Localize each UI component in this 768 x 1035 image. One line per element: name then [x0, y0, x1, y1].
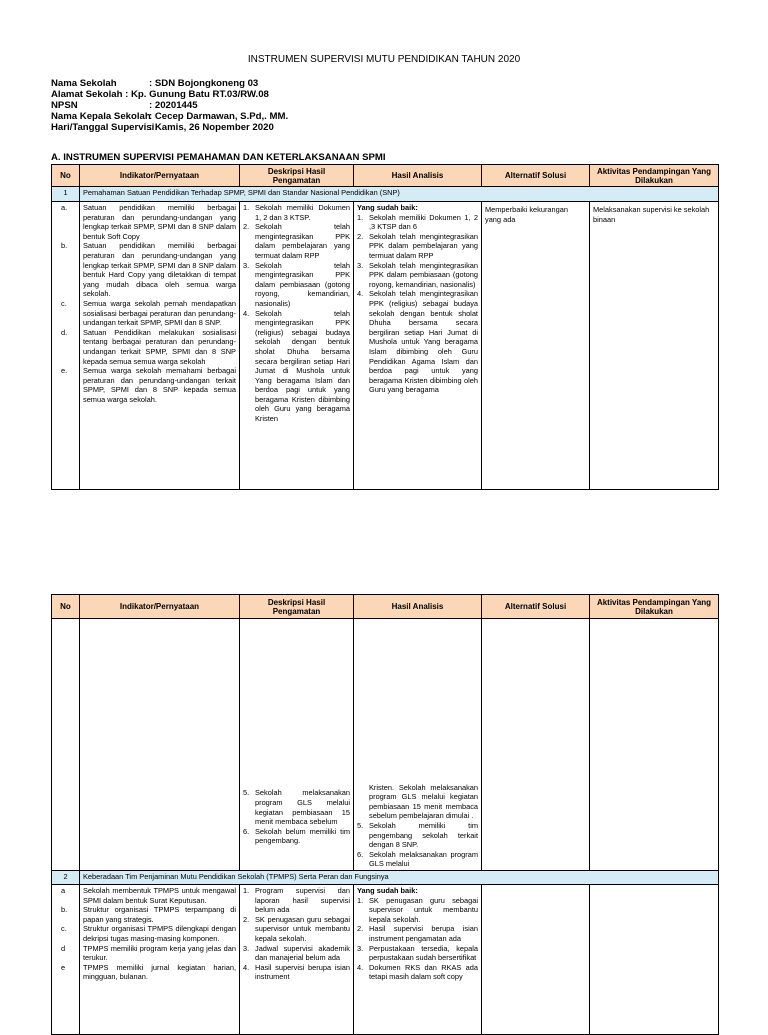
- indicator-item: [83, 241, 236, 299]
- indicator-item: [83, 203, 236, 241]
- header-solusi: Alternatif Solusi: [482, 595, 590, 619]
- list-text: Jadwal supervisi akademik dan manajerial belum ada: [255, 943, 350, 963]
- list-item: [357, 821, 478, 850]
- header-indikator: Indikator/Pernyataan: [80, 595, 240, 619]
- list-item: [243, 788, 350, 826]
- list-marker: 2.: [357, 924, 364, 934]
- list-text: Sekolah belum memiliki tim pengembang.: [255, 826, 350, 846]
- section-number: 1: [52, 187, 80, 202]
- list-marker: 2.: [357, 231, 364, 241]
- list-item: [243, 222, 350, 260]
- list-item: [243, 261, 350, 309]
- header-analisis: Hasil Analisis: [354, 165, 482, 187]
- list-marker: 4.: [243, 962, 250, 972]
- indicator-item: [83, 963, 236, 982]
- list-text: Sekolah memiliki Dokumen 1, 2 ,3 KTSP dan 6: [369, 212, 478, 232]
- info-row-npsn: [51, 100, 288, 111]
- list-text: Sekolah telah mengintegrasikan PPK dalam pembelajaran yang termuat dalam RPP: [369, 231, 478, 260]
- list-text: Sekolah memiliki Dokumen 1, 2 dan 3 KTSP.: [255, 203, 350, 222]
- header-aktivitas: Aktivitas Pendampingan Yang Dilakukan: [590, 165, 719, 187]
- info-row-nama-sekolah: [51, 78, 288, 89]
- indicator-letter: a: [61, 886, 66, 895]
- list-marker: 1.: [243, 886, 250, 895]
- indicator-text: Satuan pendidikan memiliki berbagai peraturan dan perundang-undangan yang lengkap terkait SPMP, SPMI dan 8 SNP dalam bentuk Hard Copy yang diletakkan di tempat yang mudah dibaca oleh semua warga sekolah.: [83, 241, 236, 299]
- no-cell: [52, 619, 80, 871]
- indicator-text: Struktur organisasi TPMPS dilengkapi dengan dekripsi tugas masing-masing komponen.: [83, 924, 236, 943]
- indicator-item: [83, 328, 236, 366]
- indicator-item: [83, 366, 236, 404]
- list-text: Sekolah melaksanakan program GLS melalui: [369, 849, 478, 869]
- indicator-item: [83, 299, 236, 328]
- analisis-label: Yang sudah baik:: [357, 203, 418, 212]
- list-text: Sekolah telah mengintegrasikan PPK (religius) sebagai budaya sekolah dengan bentuk sholat Dhuha bersama secara bergiliran setiap Hari Jumat di Mushola untuk Yang beragama Islam dibimbing oleh Guru Pendidikan Agama Islam dan berdoa pagi untuk yang beragama Kristen dibimbing oleh Guru yang beragama: [369, 289, 478, 395]
- indikator-cell: [80, 202, 240, 490]
- header-solusi: Alternatif Solusi: [482, 165, 590, 187]
- info-row-kepala-sekolah: [51, 111, 288, 122]
- supervision-table-page-1: [51, 164, 719, 490]
- list-item: [357, 261, 478, 290]
- indicator-letter: e.: [61, 366, 68, 376]
- header-aktivitas: Aktivitas Pendampingan Yang Dilakukan: [590, 595, 719, 619]
- list-text: Sekolah melaksanakan program GLS melalui kegiatan pembiasaan 15 menit membaca sebelum: [255, 788, 350, 827]
- list-text: SK penugasan guru sebagai supervisor untuk membantu kepala sekolah.: [369, 895, 478, 924]
- list-item: [243, 915, 350, 944]
- supervision-table-page-2: [51, 594, 719, 1035]
- solusi-cell: [482, 885, 590, 1035]
- section-title: Pemahaman Satuan Pendidikan Terhadap SPMP, SPMI dan Standar Nasional Pendidikan (SNP): [80, 187, 719, 202]
- indicator-text: TPMPS memiliki jurnal kegiatan harian, mingguan, bulanan.: [83, 962, 236, 982]
- indicator-text: Sekolah membentuk TPMPS untuk mengawal SPMI dalam bentuk Surat Keputusan.: [83, 886, 236, 905]
- info-row-tanggal: [51, 122, 288, 133]
- list-marker: 6.: [357, 849, 364, 859]
- list-item: [243, 309, 350, 424]
- info-label: NPSN: [51, 100, 78, 111]
- info-label: Nama Sekolah: [51, 78, 117, 89]
- list-marker: 3.: [357, 260, 364, 270]
- indicator-item: [83, 924, 236, 943]
- header-no: No: [52, 595, 80, 619]
- aktivitas-cell: [590, 885, 719, 1035]
- section-a-heading: A. INSTRUMEN SUPERVISI PEMAHAMAN DAN KETERLAKSANAAN SPMI: [51, 152, 386, 163]
- list-text: Hasil supervisi berupa isian instrument: [255, 962, 350, 982]
- info-value: : Kp. Gunung Batu RT.03/RW.08: [125, 89, 269, 100]
- list-marker: 4.: [357, 289, 364, 299]
- indikator-letters: [52, 885, 80, 1035]
- list-marker: 4.: [357, 962, 364, 972]
- list-item: [243, 827, 350, 846]
- list-marker: 1.: [357, 895, 364, 905]
- indicator-item: [83, 905, 236, 924]
- list-item: [357, 289, 478, 395]
- list-item: [357, 963, 478, 982]
- indicator-letter: c.: [61, 924, 67, 934]
- list-marker: 3.: [243, 943, 250, 953]
- list-marker: 1.: [357, 212, 364, 222]
- header-analisis: Hasil Analisis: [354, 595, 482, 619]
- indicator-text: Satuan pendidikan memiliki berbagai peraturan dan perundang-undangan yang lengkap terkait SPMP, SPMI dan 8 SNP dalam bentuk Soft Copy: [83, 203, 236, 241]
- list-text: Sekolah telah mengintegrasikan PPK dalam pembiasaan (gotong royong, kemandirian, nasionalis): [255, 260, 350, 308]
- list-marker: 3.: [243, 260, 250, 270]
- indikator-cell: [80, 619, 240, 871]
- aktivitas-cell: [590, 619, 719, 871]
- list-item: [357, 850, 478, 869]
- info-value: : SDN Bojongkoneng 03: [149, 78, 259, 89]
- list-item: [357, 924, 478, 943]
- list-text: Dokumen RKS dan RKAS ada tetapi masih dalam soft copy: [369, 962, 478, 982]
- info-value: : Cecep Darmawan, S.Pd,. MM.: [149, 111, 289, 122]
- document-title: INSTRUMEN SUPERVISI MUTU PENDIDIKAN TAHUN 2020: [247, 54, 521, 65]
- analisis-cell: [354, 202, 482, 490]
- list-marker: 1.: [243, 203, 250, 212]
- list-item: [243, 963, 350, 982]
- list-text: Sekolah memiliki tim pengembang sekolah terkait dengan 8 SNP.: [369, 821, 478, 850]
- list-text: SK penugasan guru sebagai supervisor untuk membantu kepala sekolah.: [255, 914, 350, 943]
- list-text: Sekolah telah mengintegrasikan PPK (religius) sebagai budaya sekolah dengan bentuk sholat Dhuha bersama secara bergiliran setiap Hari Jumat di Mushola untuk Yang beragama Islam dan berdoa pagi untuk yang beragama Kristen dibimbing oleh Guru yang beragama Kristen: [255, 308, 350, 424]
- list-marker: 6.: [243, 826, 250, 836]
- indicator-letter: a.: [61, 203, 68, 212]
- analisis-cell: [354, 885, 482, 1035]
- list-item: [357, 232, 478, 261]
- section-title: Keberadaan Tim Penjaminan Mutu Pendidikan Sekolah (TPMPS) Serta Peran dan Fungsinya: [80, 871, 719, 885]
- analisis-cell: [354, 619, 482, 871]
- info-value: : 20201445: [149, 100, 198, 111]
- indikator-letters: [52, 202, 80, 490]
- list-item: [357, 896, 478, 925]
- indicator-item: [83, 944, 236, 963]
- list-item: [357, 944, 478, 963]
- indicator-text: Satuan Pendidikan melakukan sosialisasi tentang berbagai peraturan dan perundang-undangan terkait SPMP, SPMI dan 8 SNP kepada semua semua warga sekolah: [83, 327, 236, 366]
- indicator-letter: d.: [61, 327, 68, 337]
- list-text: Perpustakaan tersedia, kepala perpustakaan sudah bersertifikat: [369, 943, 478, 963]
- school-info: [51, 78, 288, 133]
- list-marker: 5.: [357, 821, 364, 831]
- list-text: Sekolah telah mengintegrasikan PPK dalam pembelajaran yang termuat dalam RPP: [255, 222, 350, 260]
- indicator-letter: d: [61, 943, 66, 953]
- header-indikator: Indikator/Pernyataan: [80, 165, 240, 187]
- list-item: [357, 213, 478, 232]
- info-label: Nama Kepala Sekolah: [51, 111, 151, 122]
- list-item: [243, 886, 350, 915]
- indikator-cell: [80, 885, 240, 1035]
- info-label: Alamat Sekolah: [51, 89, 123, 100]
- list-marker: 2.: [243, 914, 250, 924]
- indicator-text: TPMPS memiliki program kerja yang jelas dan terukur.: [83, 943, 236, 963]
- list-marker: 5.: [243, 788, 250, 798]
- indicator-letter: e: [61, 962, 66, 972]
- info-label: Hari/Tanggal Supervisi: [51, 122, 155, 133]
- indicator-letter: b.: [61, 905, 68, 915]
- list-item: [243, 203, 350, 222]
- analisis-label: Yang sudah baik:: [357, 886, 418, 895]
- list-marker: 3.: [357, 943, 364, 953]
- deskripsi-cell: [240, 202, 354, 490]
- deskripsi-cell: [240, 619, 354, 871]
- indicator-text: Semua warga sekolah pernah mendapatkan sosialisasi berbagai peraturan dan perundang-undangan terkait SPMP, SPMI dan 8 SNP.: [83, 298, 236, 328]
- list-item: [243, 944, 350, 963]
- list-text: Hasil supervisi berupa isian instrument pengamatan ada: [369, 924, 478, 943]
- indicator-text: Semua warga sekolah memahami berbagai peraturan dan perundang-undangan terkait SPMP, SPMI dan 8 SNP kepada semua semua warga sekolah.: [83, 366, 236, 404]
- header-deskripsi: Deskripsi Hasil Pengamatan: [240, 165, 354, 187]
- aktivitas-cell: Melaksanakan supervisi ke sekolah binaan: [590, 202, 719, 490]
- list-marker: 4.: [243, 308, 250, 318]
- indicator-letter: c.: [61, 298, 67, 308]
- indicator-text: Struktur organisasi TPMPS terpampang di papan yang strategis.: [83, 905, 236, 924]
- list-marker: 2.: [243, 222, 250, 232]
- indicator-letter: b.: [61, 241, 68, 251]
- info-value: : Kamis, 26 Nopember 2020: [149, 122, 274, 133]
- header-deskripsi: Deskripsi Hasil Pengamatan: [240, 595, 354, 619]
- list-text: Sekolah telah mengintegrasikan PPK dalam pembiasaan (gotong royong, kemandirian, nasionalis): [369, 260, 478, 289]
- deskripsi-cell: [240, 885, 354, 1035]
- info-row-alamat: [51, 89, 288, 100]
- list-text: Program supervisi dan laporan hasil supervisi belum ada: [255, 886, 350, 915]
- solusi-cell: [482, 619, 590, 871]
- header-no: No: [52, 165, 80, 187]
- section-number: 2: [52, 871, 80, 885]
- analisis-continued: Kristen. Sekolah melaksanakan program GLS melalui kegiatan pembiasaan 15 menit membaca sebelum pembelajaran dimulai .: [369, 782, 478, 821]
- indicator-item: [83, 886, 236, 905]
- solusi-cell: Memperbaiki kekurangan yang ada: [482, 202, 590, 490]
